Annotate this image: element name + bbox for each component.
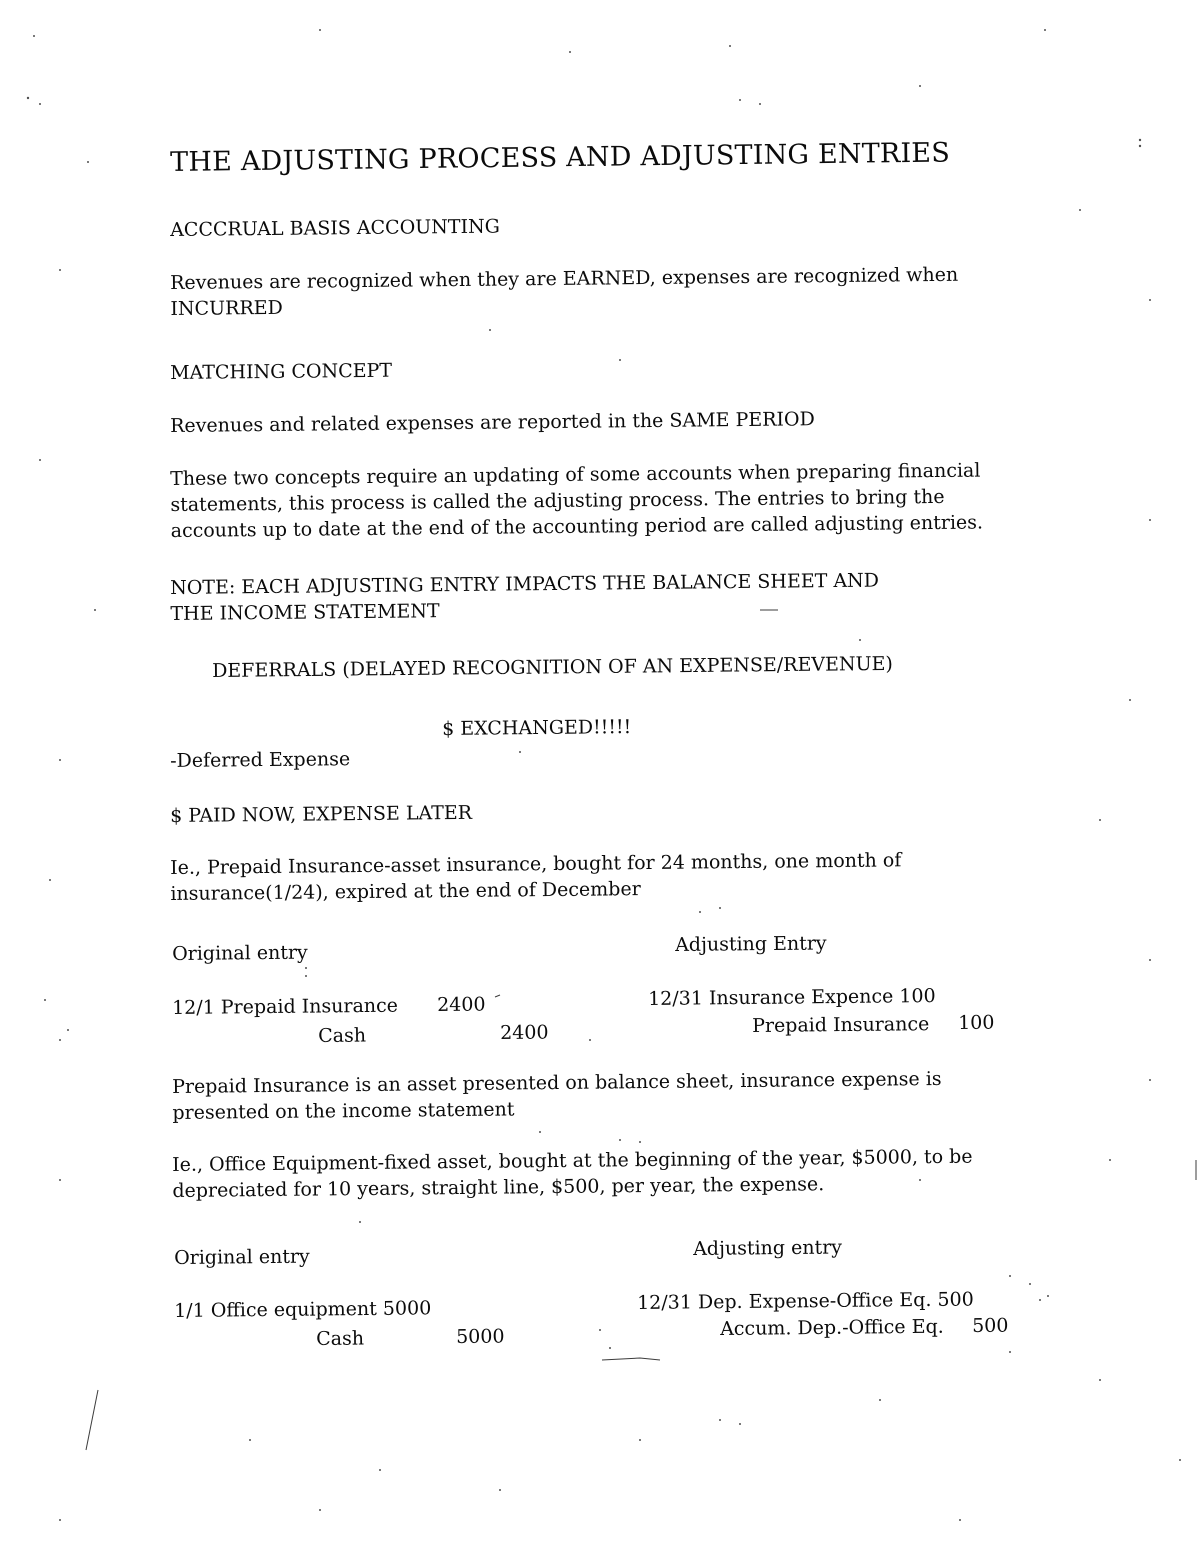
accrual-line-1: Revenues are recognized when they are EARNED, expenses are recognized when xyxy=(170,263,959,294)
example1-note xyxy=(172,1066,942,1126)
matching-text: Revenues and related expenses are reported in the SAME PERIOD xyxy=(170,408,815,437)
example2-intro xyxy=(172,1144,973,1204)
example2-intro-line-1: Ie., Office Equipment-fixed asset, bought at the beginning of the year, $5000, to be xyxy=(172,1145,973,1176)
example1-note-line-2: presented on the income statement xyxy=(172,1098,515,1124)
example1-intro-line-1: Ie., Prepaid Insurance-asset insurance, bought for 24 months, one month of xyxy=(170,849,902,879)
example1-intro xyxy=(170,847,902,907)
example1-intro-line-2: insurance(1/24), expired at the end of December xyxy=(170,878,641,905)
matching-heading: MATCHING CONCEPT xyxy=(170,359,393,384)
concepts-line-3: accounts up to date at the end of the accounting period are called adjusting entries. xyxy=(170,511,984,542)
page-title: THE ADJUSTING PROCESS AND ADJUSTING ENTRIES xyxy=(170,137,951,178)
example2-original-label: Original entry xyxy=(174,1245,310,1269)
example2-adjusting-credit-account: Accum. Dep.-Office Eq. xyxy=(720,1315,944,1340)
note-block xyxy=(170,568,879,627)
example1-note-line-1: Prepaid Insurance is an asset presented on balance sheet, insurance expense is xyxy=(172,1067,942,1098)
accrual-definition xyxy=(170,262,959,322)
accrual-heading: ACCCRUAL BASIS ACCOUNTING xyxy=(170,215,500,241)
example1-adjusting-debit: 12/31 Insurance Expence 100 xyxy=(648,984,936,1010)
example1-original-debit-amount: 2400 xyxy=(437,993,486,1016)
note-line-2: THE INCOME STATEMENT xyxy=(170,600,440,625)
concepts-paragraph xyxy=(170,457,983,544)
example2-original-credit-account: Cash xyxy=(316,1327,365,1350)
example2-original-debit: 1/1 Office equipment 5000 xyxy=(174,1297,432,1322)
accrual-line-2: INCURRED xyxy=(170,296,283,320)
example1-original-label: Original entry xyxy=(172,941,308,965)
example1-original-debit-account: 12/1 Prepaid Insurance xyxy=(172,994,399,1019)
example2-adjusting-debit: 12/31 Dep. Expense-Office Eq. 500 xyxy=(637,1288,974,1314)
example1-original-credit-account: Cash xyxy=(318,1024,367,1047)
deferrals-heading: DEFERRALS (DELAYED RECOGNITION OF AN EXPENSE/REVENUE) xyxy=(212,652,893,682)
exchanged-note: $ EXCHANGED!!!!! xyxy=(442,716,632,740)
example1-original-credit-amount: 2400 xyxy=(500,1021,549,1044)
example2-adjusting-label: Adjusting entry xyxy=(693,1236,843,1260)
concepts-line-2: statements, this process is called the adjusting process. The entries to bring the xyxy=(170,485,945,516)
example2-original-credit-amount: 5000 xyxy=(456,1325,505,1348)
example1-adjusting-label: Adjusting Entry xyxy=(675,932,827,956)
example2-adjusting-credit-amount: 500 xyxy=(972,1314,1009,1337)
deferred-expense-label: -Deferred Expense xyxy=(170,748,351,772)
example2-intro-line-2: depreciated for 10 years, straight line, $500, per year, the expense. xyxy=(172,1173,825,1202)
paid-now-label: $ PAID NOW, EXPENSE LATER xyxy=(170,801,473,827)
example1-adjusting-credit-account: Prepaid Insurance xyxy=(752,1013,930,1037)
concepts-line-1: These two concepts require an updating of some accounts when preparing financial xyxy=(170,459,981,490)
example1-adjusting-credit-amount: 100 xyxy=(958,1011,995,1034)
note-line-1: NOTE: EACH ADJUSTING ENTRY IMPACTS THE BALANCE SHEET AND xyxy=(170,569,880,599)
